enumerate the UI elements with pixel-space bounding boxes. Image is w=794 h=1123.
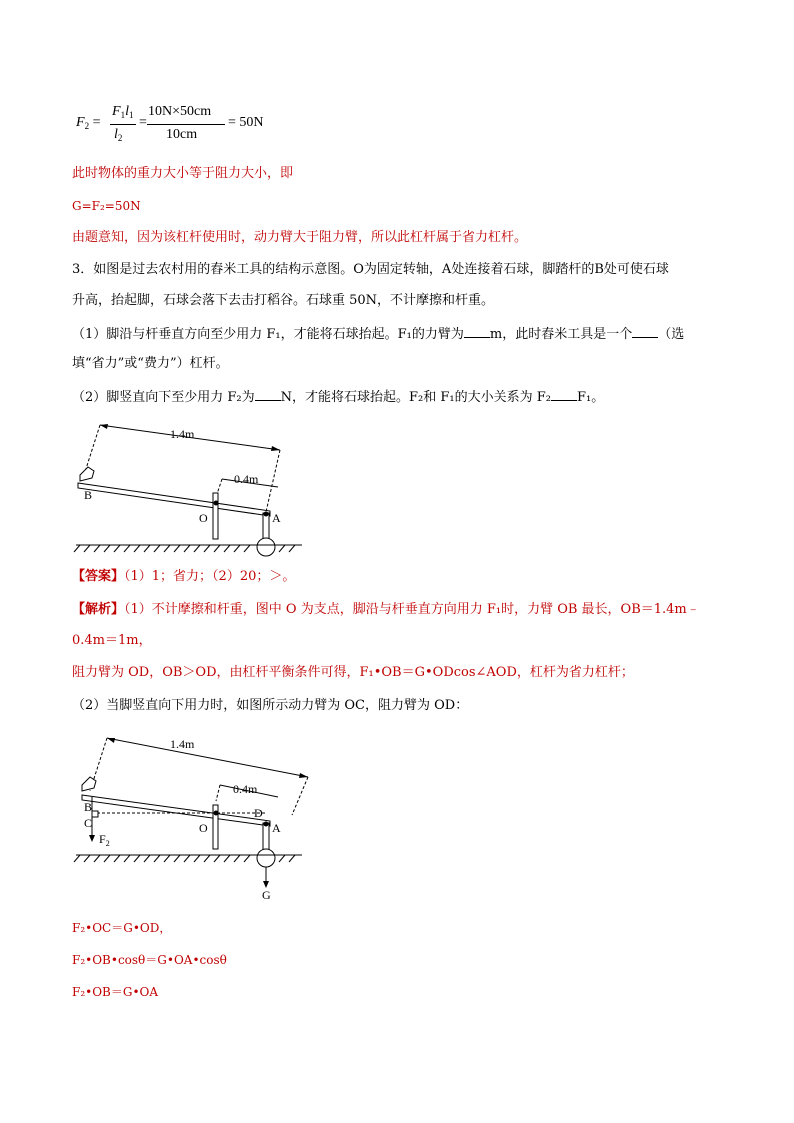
- label-g: G: [262, 888, 271, 902]
- text-line-1: 此时物体的重力大小等于阻力大小，即: [72, 166, 294, 181]
- foot-icon: [82, 777, 96, 791]
- question-part-1-cont: 填“省力”或“费力”）杠杆。: [72, 356, 229, 371]
- lever-diagram-2: [70, 725, 310, 905]
- formula-f2: [74, 100, 294, 150]
- dim-label-long: 1.4m: [170, 427, 195, 441]
- stone-ball: [257, 538, 275, 556]
- label-d: D: [254, 806, 263, 820]
- dim-label-short: 0.4m: [233, 782, 258, 796]
- answer-blank[interactable]: [255, 388, 281, 401]
- dim-ext-right: [292, 777, 308, 815]
- stone-ball: [257, 849, 275, 867]
- frac1-numerator: $F_1l_1$: [112, 104, 134, 120]
- lever-bar: [82, 795, 270, 826]
- equation-line-2: F₂•OB•cosθ＝G•OA•cosθ: [72, 953, 227, 967]
- label-a: A: [272, 821, 281, 835]
- question-part-2: （2）脚竖直向下至少用力 F₂为 N，才能将石球抬起。F₂和 F₁的大小关系为 F₂ F₁。: [72, 390, 605, 405]
- frac2-line: [147, 124, 225, 125]
- dim-line-long: [107, 738, 308, 777]
- formula-result: = 50N: [228, 115, 264, 130]
- equation-line-1: F₂•OC＝G•OD，: [72, 921, 172, 935]
- answer-blank[interactable]: [464, 325, 490, 338]
- dim-ext-left: [84, 425, 100, 475]
- equals-sign: =: [139, 115, 147, 130]
- foot-icon: [80, 467, 94, 481]
- label-b: B: [84, 488, 93, 502]
- frac1-denominator: $l_2$: [114, 127, 123, 143]
- label-f2: $F_2$: [99, 832, 110, 848]
- frac2-numerator: 10N×50cm: [148, 104, 212, 119]
- dim-label-short: 0.4m: [234, 472, 259, 486]
- explanation-line-2: 0.4m＝1m，: [72, 633, 152, 648]
- explanation-line-1: 【解析】（1）不计摩擦和杆重，图中 O 为支点，脚沿与杆垂直方向用力 F₁时，力臂 OB 最长，OB＝1.4m﹣: [72, 602, 700, 617]
- point-a: [264, 822, 269, 827]
- label-b: B: [84, 800, 93, 814]
- pivot-point: [214, 501, 219, 506]
- formula-lhs: $F_2$ =: [76, 115, 101, 131]
- text-line-3: 由题意知，因为该杠杆使用时，动力臂大于阻力臂，所以此杠杆属于省力杠杆。: [72, 230, 528, 245]
- label-o: O: [199, 511, 208, 525]
- lever-diagram-1: [70, 415, 310, 560]
- frac2-denominator: 10cm: [166, 127, 198, 142]
- explanation-tag: 【解析】: [72, 602, 125, 617]
- equation-line-3: F₂•OB＝G•OA: [72, 985, 159, 999]
- lever-bar: [78, 483, 270, 516]
- label-c: C: [84, 816, 93, 830]
- answer-tag: 【答案】: [72, 569, 125, 584]
- point-a: [264, 512, 269, 517]
- label-a: A: [272, 511, 281, 525]
- label-o: O: [199, 821, 208, 835]
- text-line-2: G=F₂=50N: [72, 199, 141, 213]
- dim-ext-right: [266, 450, 280, 512]
- explanation-line-3: 阻力臂为 OD，OB＞OD，由杠杆平衡条件可得，F₁•OB＝G•ODcos∠AOD，杠杆为省力杠杆；: [72, 665, 634, 680]
- right-angle-mark: [92, 811, 98, 817]
- question-part-1: （1）脚沿与杆垂直方向至少用力 F₁，才能将石球抬起。F₁的力臂为 m，此时舂米工具是一个 （选: [72, 327, 685, 342]
- pivot-point: [214, 811, 219, 816]
- answer-line: 【答案】（1）1；省力；（2）20；＞。: [72, 569, 296, 584]
- dim-label-long: 1.4m: [170, 737, 195, 751]
- answer-blank[interactable]: [551, 388, 577, 401]
- question-intro-2: 升高，抬起脚，石球会落下去击打稻谷。石球重 50N，不计摩擦和杆重。: [72, 293, 495, 308]
- question-intro-1: 3．如图是过去农村用的舂米工具的结构示意图。O为固定转轴，A处连接着石球，脚踏杆的B处可使石球: [72, 262, 669, 277]
- pivot-post: [213, 493, 218, 539]
- answer-blank[interactable]: [632, 325, 658, 338]
- frac1-line: [110, 124, 136, 125]
- explanation-line-4: （2）当脚竖直向下用力时，如图所示动力臂为 OC，阻力臂为 OD：: [72, 698, 469, 713]
